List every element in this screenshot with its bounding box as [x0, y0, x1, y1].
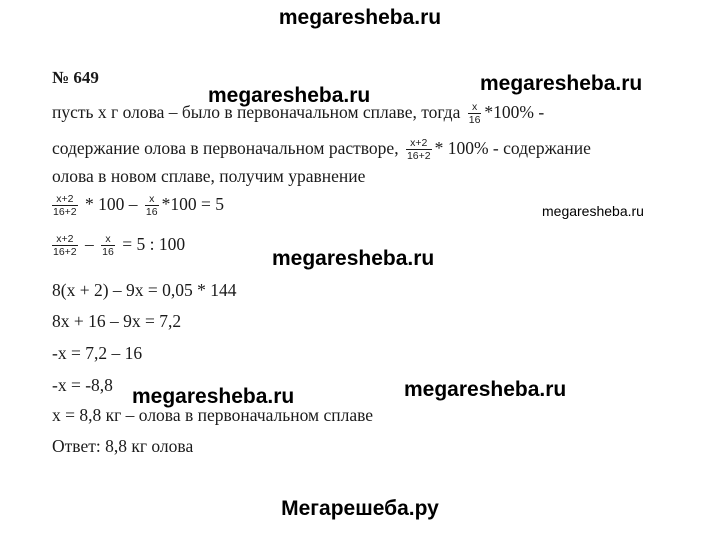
equation-line-8: -x = 7,2 – 16 — [52, 343, 143, 363]
line2-text: содержание олова в первоначальном растворе, — [52, 138, 399, 159]
fraction-denominator: 16 — [468, 114, 481, 126]
watermark-right-upper: megaresheba.ru — [480, 72, 643, 95]
equation-line-6: 8(x + 2) – 9x = 0,05 * 144 — [52, 280, 237, 300]
equation-line-7: 8x + 16 – 9x = 7,2 — [52, 311, 182, 331]
fraction-x-over-16 — [101, 234, 115, 258]
problem-number: № 649 — [52, 68, 99, 87]
fraction-numerator: x — [471, 101, 478, 113]
fraction-numerator: x — [105, 233, 111, 245]
solution-line-3: олова в новом сплаве, получим уравнение — [52, 166, 366, 186]
line2-tail: * 100% - содержание — [434, 138, 591, 159]
solution-line-2 — [52, 138, 591, 162]
equation-tail: = 5 : 100 — [122, 234, 186, 255]
answer-line: Ответ: 8,8 кг олова — [52, 436, 194, 456]
fraction-numerator: x+2 — [410, 137, 428, 149]
equation-line-5 — [52, 234, 185, 258]
line1-text: пусть х г олова – было в первоначальном сплаве, тогда — [52, 102, 461, 123]
fraction-denominator: 16+2 — [53, 206, 77, 218]
watermark-line1: megaresheba.ru — [208, 84, 371, 107]
equation-tail: *100 = 5 — [161, 194, 224, 215]
fraction-x-over-16 — [145, 194, 159, 218]
fraction-denominator: 16+2 — [406, 150, 431, 162]
equation-operator: – — [85, 234, 94, 255]
watermark-right-lower: megaresheba.ru — [404, 378, 567, 401]
fraction-denominator: 16+2 — [53, 246, 77, 258]
fraction-numerator: x+2 — [56, 193, 74, 205]
fraction-x2-over-18 — [406, 138, 432, 162]
line1-tail: *100% - — [484, 102, 545, 123]
fraction-x2-over-18 — [52, 194, 78, 218]
fraction-denominator: 16 — [102, 246, 114, 258]
fraction-numerator: x — [149, 193, 155, 205]
equation-line-9: -x = -8,8 — [52, 375, 113, 395]
watermark-top[interactable]: megaresheba.ru — [278, 6, 442, 29]
fraction-numerator: x+2 — [56, 233, 74, 245]
watermark-left-lower: megaresheba.ru — [132, 385, 295, 408]
equation-operator: * 100 – — [85, 194, 138, 215]
watermark-center: megaresheba.ru — [272, 247, 435, 270]
watermark-bottom[interactable]: Мегарешеба.ру — [281, 497, 439, 520]
fraction-x2-over-18 — [52, 234, 78, 258]
equation-line-10: x = 8,8 кг – олова в первоначальном сплаве — [52, 405, 374, 425]
fraction-x-over-16 — [468, 102, 482, 126]
fraction-denominator: 16 — [145, 206, 158, 218]
watermark-right-small: megaresheba.ru — [542, 203, 644, 219]
equation-line-4 — [52, 194, 224, 218]
